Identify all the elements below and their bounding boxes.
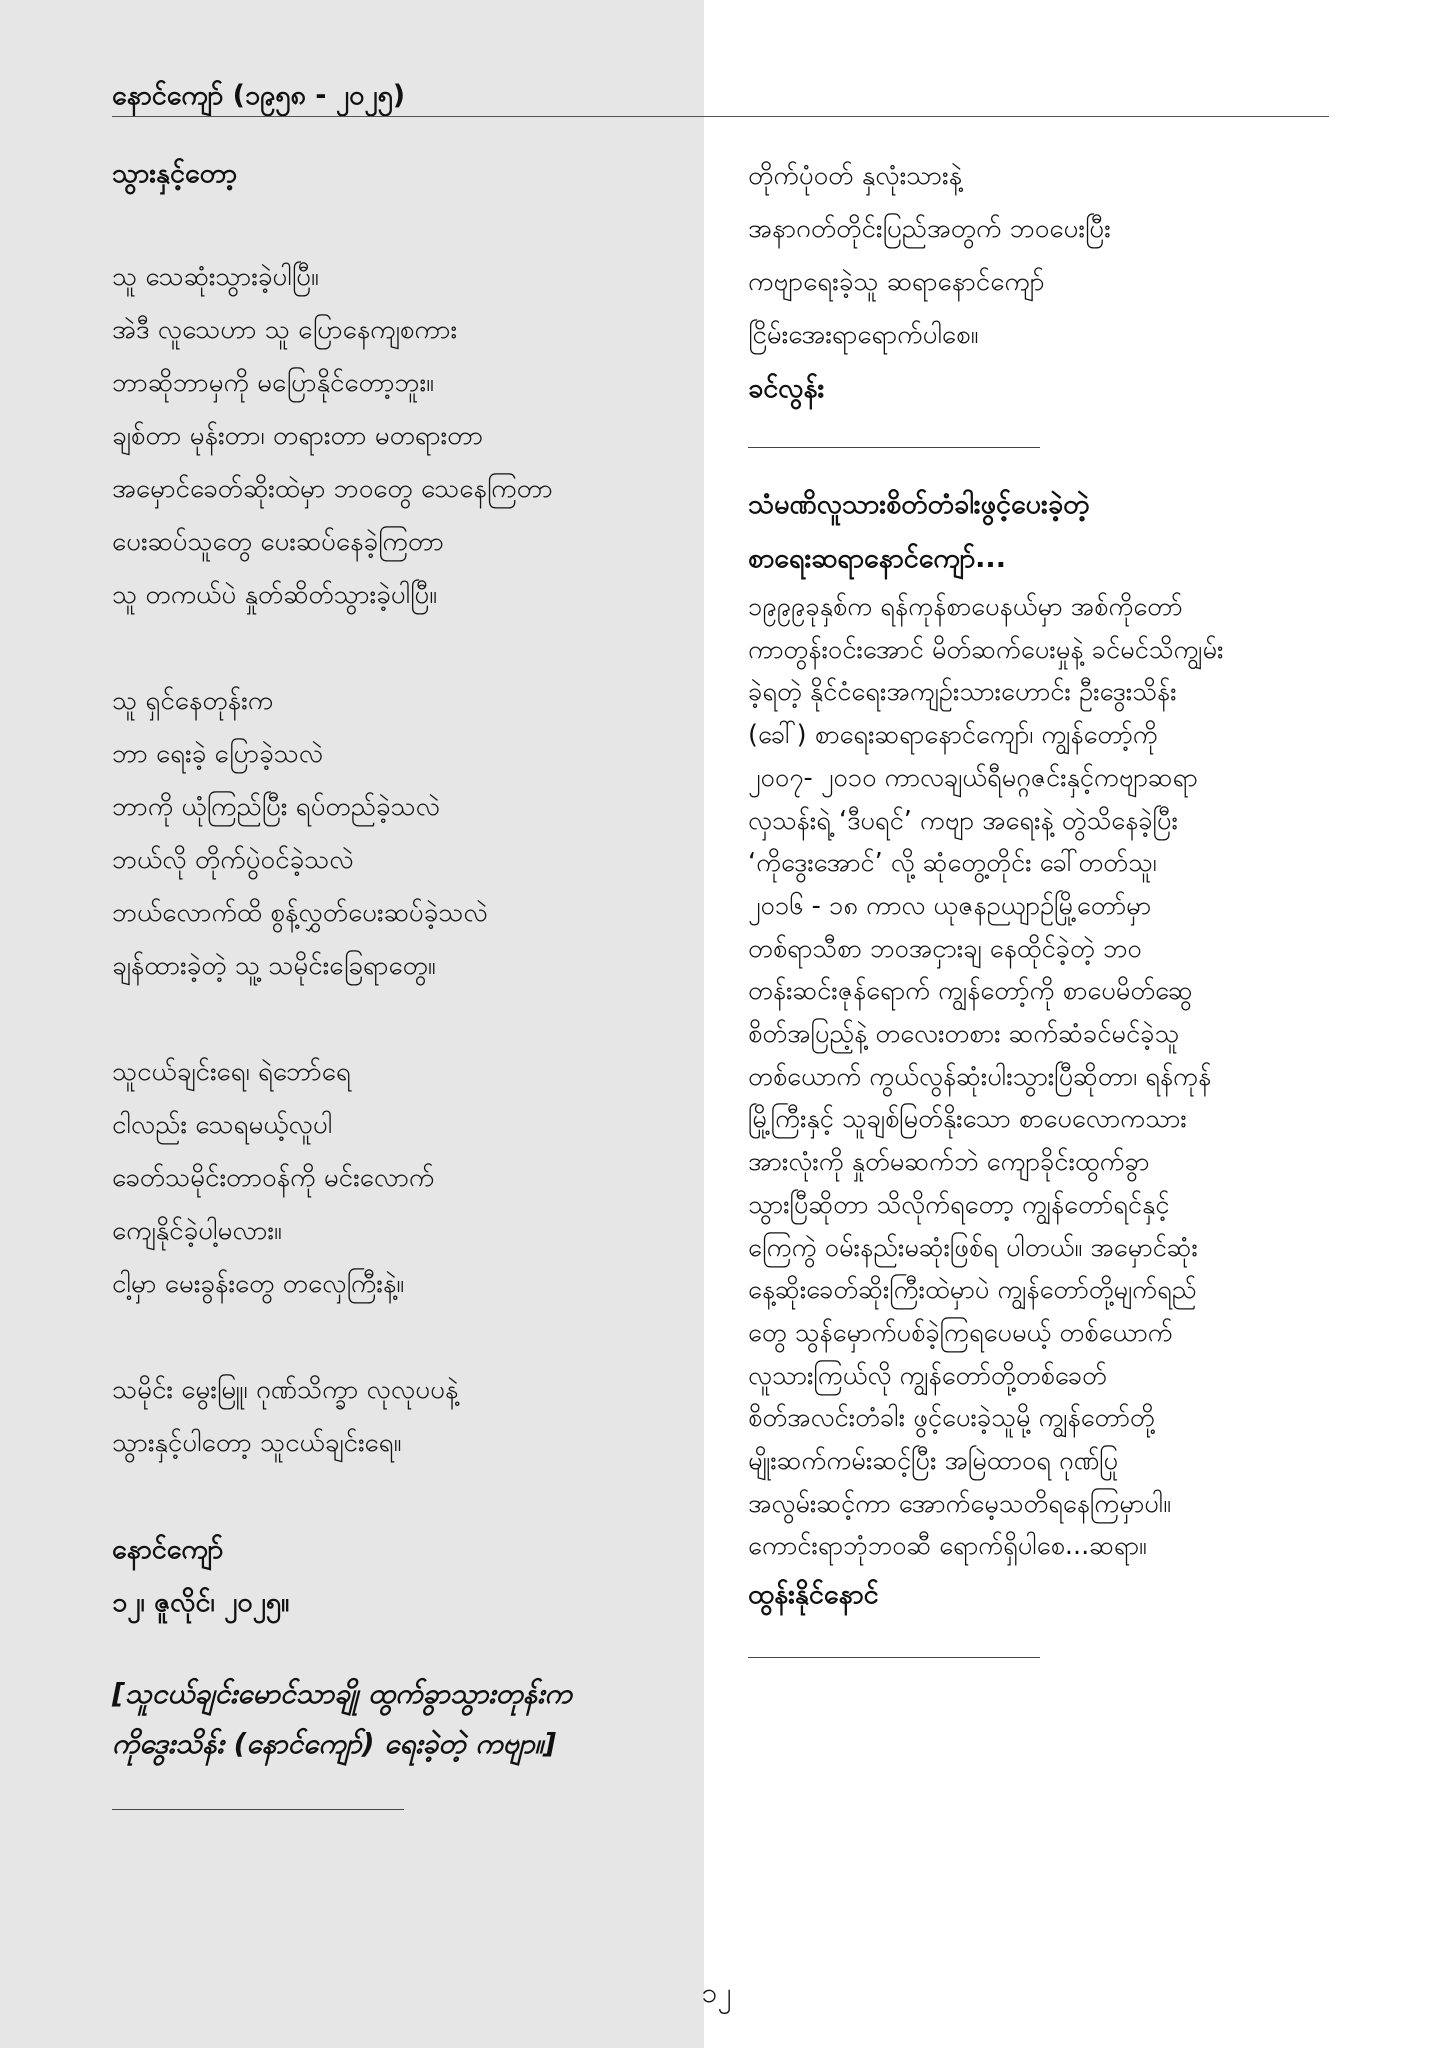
body-line: နေ့ဆိုးခေတ်ဆိုးကြီးထဲမှာပဲ ကျွန်တော်တို့မျက်ရည် — [748, 1275, 1197, 1306]
running-header: နောင်ကျော် (၁၉၅၈ - ၂၀၂၅) — [112, 80, 406, 111]
poem-note-line: ကိုဒွေးသိန်း (နောင်ကျော်) ရေးခဲ့တဲ့ ကဗျာ။] — [112, 1727, 557, 1760]
body-line: ၁၉၉၉ခုနှစ်က ရန်ကုန်စာပေနယ်မှာ အစ်ကိုတော် — [748, 592, 1183, 622]
tribute-author: ခင်လွန်း — [748, 373, 825, 404]
tribute-tun-naing-naung — [748, 478, 1336, 1621]
poem-author: နောင်ကျော် — [112, 1534, 224, 1565]
poem-line: အမှောင်ခေတ်ဆိုးထဲမှာ ဘဝတွေ သေနေကြတာ — [112, 474, 553, 504]
poem-line: ပေးဆပ်သူတွေ ပေးဆပ်နေခဲ့ကြတာ — [112, 527, 444, 557]
poem-section — [112, 150, 672, 1810]
poem-stanza-3 — [112, 1046, 672, 1311]
poem-line: ငါလည်း သေရမယ့်လူပါ — [112, 1110, 333, 1140]
section-divider — [112, 1809, 404, 1810]
poem-line: သူ သေဆုံးသွားခဲ့ပါပြီ။ — [112, 262, 319, 292]
poem-line: သူငယ်ချင်းရေ၊ ရဲဘော်ရေ — [112, 1057, 351, 1087]
body-line: အလွမ်းဆင့်ကာ အောက်မေ့သတိရနေကြမှာပါ။ — [748, 1488, 1171, 1519]
body-line: တစ်ယောက် ကွယ်လွန်ဆုံးပါးသွားပြီဆိုတာ၊ ရန်ကုန် — [748, 1061, 1212, 1092]
tribute-title: စာရေးဆရာနောင်ကျော်... — [748, 543, 1006, 574]
poem-note-line: [သူငယ်ချင်းမောင်သာချို ထွက်ခွာသွားတုန်းက — [112, 1677, 572, 1710]
section-divider — [748, 447, 1040, 448]
body-line: လှသန်းရဲ့ ‘ဒီပရင်’ ကဗျာ အရေးနဲ့ တွဲသိနေခဲ့ပြီး — [748, 805, 1178, 836]
poem-line: ဘယ်လို တိုက်ပွဲဝင်ခဲ့သလဲ — [112, 845, 354, 875]
body-line: တစ်ရာသီစာ ဘဝအငှားချ နေထိုင်ခဲ့တဲ့ ဘဝ — [748, 933, 1142, 964]
poem-line: သမိုင်း မွေးမြူ၊ ဂုဏ်သိက္ခာ လုလုပပနဲ့ — [112, 1375, 459, 1405]
body-line: တန်းဆင်းဇုန်ရောက် ကျွန်တော့်ကို စာပေမိတ်ဆွေ — [748, 976, 1193, 1007]
poem-line: သူ တကယ်ပဲ နှုတ်ဆိတ်သွားခဲ့ပါပြီ။ — [112, 580, 438, 610]
poem-line: ဘာဆိုဘာမှကို မပြောနိုင်တော့ဘူး။ — [112, 368, 434, 398]
tribute-author: ထွန်းနိုင်နောင် — [748, 1579, 879, 1611]
poem-stanza-1 — [112, 251, 672, 622]
body-line: ၂၀၁၆ - ၁၈ ကာလ ယုဇနဉယျာဉ်မြို့တော်မှာ — [748, 890, 1152, 921]
body-line: ခဲ့ရတဲ့ နိုင်ငံရေးအကျဉ်းသားဟောင်း ဦးဒွေးသိန်း — [748, 677, 1177, 708]
body-line: ‘ကိုဒွေးအောင်’ လို့ ဆုံတွေ့တိုင်း ခေါ်တတ်သူ၊ — [748, 848, 1157, 879]
tribute-title: သံမဏိလူသားစိတ်တံခါးဖွင့်ပေးခဲ့တဲ့ — [748, 489, 1090, 520]
poem-line: ချန်ထားခဲ့တဲ့ သူ့ သမိုင်းခြေရာတွေ။ — [112, 951, 436, 981]
body-line: သွားပြီဆိုတာ သိလိုက်ရတော့ ကျွန်တော်ရင်နှင့် — [748, 1189, 1170, 1220]
tribute-khin-lun — [748, 150, 1336, 415]
tribute-line: ကဗျာရေးခဲ့သူ ဆရာနောင်ကျော် — [748, 267, 1045, 297]
body-line: ကြေကွဲ ဝမ်းနည်းမဆုံးဖြစ်ရ ပါတယ်။ အမှောင်ဆုံး — [748, 1232, 1198, 1263]
poem-note — [112, 1669, 672, 1769]
poem-stanza-4 — [112, 1364, 672, 1470]
page-number: ၁၂ — [701, 1976, 732, 2009]
poem-line: ဘယ်လောက်ထိ စွန့်လွှတ်ပေးဆပ်ခဲ့သလဲ — [112, 898, 488, 928]
body-line: မြို့ကြီးနှင့် သူချစ်မြတ်နိုးသော စာပေလောကသား — [748, 1104, 1187, 1135]
body-line: (ခေါ်) စာရေးဆရာနောင်ကျော်၊ ကျွန်တော့်ကို — [748, 720, 1158, 751]
body-line: မျိုးဆက်ကမ်းဆင့်ပြီး အမြဲထာဝရ ဂုဏ်ပြု — [748, 1446, 1119, 1477]
body-line: စိတ်အလင်းတံခါး ဖွင့်ပေးခဲ့သူမို့ ကျွန်တော်တို့ — [748, 1403, 1155, 1434]
tribute-line: ငြိမ်းအေးရာရောက်ပါစေ။ — [748, 320, 979, 350]
poem-stanza-2 — [112, 675, 672, 993]
tribute-line: အနာဂတ်တိုင်းပြည်အတွက် ဘဝပေးပြီး — [748, 214, 1111, 244]
poem-line: သူ ရှင်နေတုန်းက — [112, 686, 274, 716]
poem-line: ခေတ်သမိုင်းတာဝန်ကို မင်းလောက် — [112, 1163, 435, 1193]
body-line: ၂၀၀၇- ၂၀၁၀ ကာလချယ်ရီမဂ္ဂဇင်းနှင့်ကဗျာဆရာ — [748, 762, 1198, 793]
poem-line: ဘာကို ယုံကြည်ပြီး ရပ်တည်ခဲ့သလဲ — [112, 792, 441, 822]
body-line: အားလုံးကို နှုတ်မဆက်ဘဲ ကျောခိုင်းထွက်ခွာ — [748, 1147, 1150, 1178]
poem-line: ကျေနိုင်ခဲ့ပါ့မလား။ — [112, 1216, 282, 1246]
tribute-line: တိုက်ပုံဝတ် နှလုံးသားနဲ့ — [748, 161, 963, 191]
poem-line: ချစ်တာ မုန်းတာ၊ တရားတာ မတရားတာ — [112, 421, 484, 451]
poem-signature — [112, 1523, 672, 1629]
poem-line: အဲဒီ လူသေဟာ သူ ပြောနေကျစကား — [112, 315, 458, 345]
section-divider — [748, 1657, 1040, 1658]
tribute-body — [748, 586, 1336, 1568]
poem-date: ၁၂၊ ဇူလိုင်၊ ၂၀၂၅။ — [112, 1587, 290, 1618]
body-line: ကောင်းရာဘုံဘဝဆီ ရောက်ရှိပါစေ...ဆရာ။ — [748, 1531, 1147, 1562]
poem-line: ဘာ ရေးခဲ့ ပြောခဲ့သလဲ — [112, 739, 324, 769]
poem-line: ငါ့မှာ မေးခွန်းတွေ တလှေကြီးနဲ့။ — [112, 1269, 405, 1299]
body-line: စိတ်အပြည့်နဲ့ တလေးတစား ဆက်ဆံခင်မင်ခဲ့သူ — [748, 1019, 1180, 1050]
body-line: လူသားကြယ်လို ကျွန်တော်တို့တစ်ခေတ် — [748, 1360, 1107, 1391]
poem-title: သွားနှင့်တော့ — [112, 158, 238, 189]
header-divider — [112, 116, 1329, 117]
body-line: တွေ သွန်မှောက်ပစ်ခဲ့ကြရပေမယ့် တစ်ယောက် — [748, 1317, 1173, 1348]
poem-line: သွားနှင့်ပါတော့ သူငယ်ချင်းရေ။ — [112, 1428, 402, 1458]
tributes-section — [748, 150, 1336, 1658]
body-line: ကာတွန်းဝင်းအောင် မိတ်ဆက်ပေးမှုနဲ့ ခင်မင်သိကျွမ်း — [748, 634, 1224, 665]
